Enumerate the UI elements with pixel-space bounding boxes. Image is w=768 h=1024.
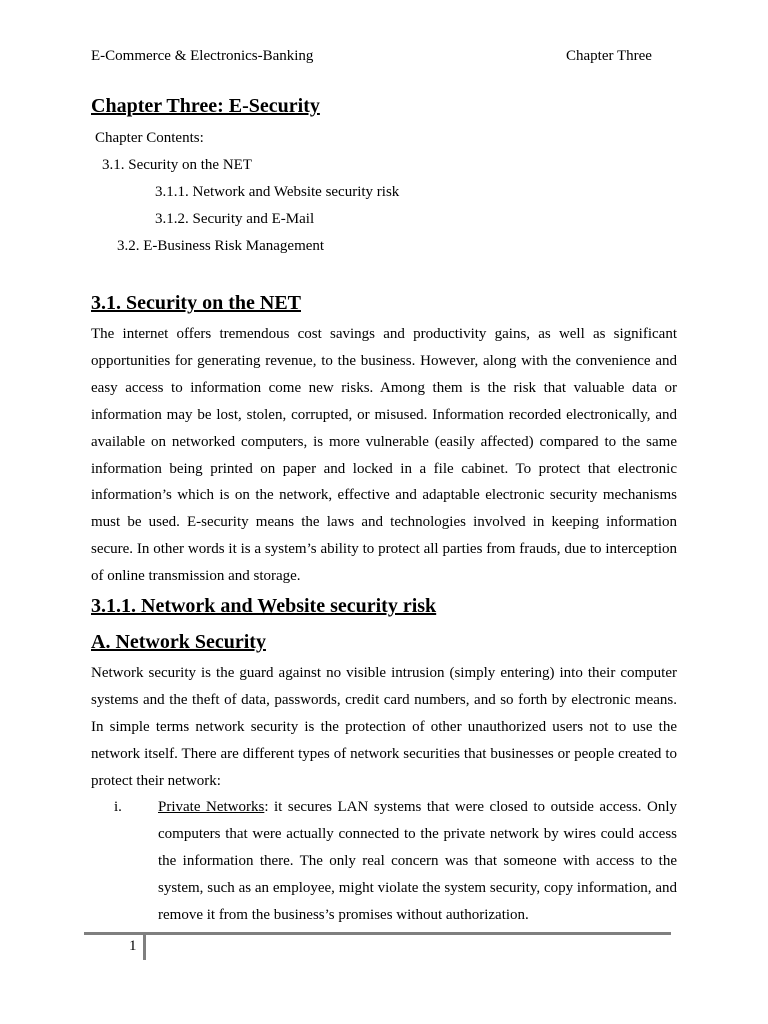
toc-item: 3.1. Security on the NET bbox=[102, 157, 252, 173]
body-paragraph: Network security is the guard against no visible intrusion (simply entering) into their computer systems and the theft of data, passwords, credit card numbers, and so forth by electronic means. In simple terms network security is the protection of other unauthorized users not to use the network itself. There are different types of network securities that businesses or people created to protect their network: bbox=[91, 665, 677, 789]
footer-rule bbox=[84, 932, 671, 935]
subsection-heading: A. Network Security bbox=[91, 631, 266, 653]
section-heading: 3.1. Security on the NET bbox=[91, 292, 301, 314]
list-item-title: Private Networks bbox=[158, 799, 265, 815]
chapter-title: Chapter Three: E-Security bbox=[91, 95, 320, 117]
subsection-heading: 3.1.1. Network and Website security risk bbox=[91, 595, 437, 617]
running-header-title: E-Commerce & Electronics-Banking bbox=[91, 48, 314, 64]
list-item-text: : it secures LAN systems that were closed to outside access. Only computers that were actually connected to the private network by wires could access the information there. The only real concern was that someone with access to the system, such as an employee, might violate the system security, copy information, and remove it from the business’s promises without authorization. bbox=[158, 799, 677, 923]
list-item-body bbox=[158, 794, 677, 929]
page-number: 1 bbox=[129, 938, 137, 954]
footer-divider bbox=[143, 935, 146, 960]
running-header-chapter: Chapter Three bbox=[566, 48, 652, 64]
toc-item: 3.1.1. Network and Website security risk bbox=[155, 184, 400, 200]
body-paragraph: The internet offers tremendous cost savings and productivity gains, as well as significant opportunities for generating revenue, to the business. However, along with the convenience and easy access to information come new risks. Among them is the risk that valuable data or information may be lost, stolen, corrupted, or misused. Information recorded electronically, and available on networked computers, is more vulnerable (easily affected) compared to the same information being printed on paper and locked in a file cabinet. To protect that electronic information’s which is on the network, effective and adaptable electronic security mechanisms must be used. E-security means the laws and technologies involved in keeping information secure. In other words it is a system’s ability to protect all parties from frauds, due to interception of online transmission and storage. bbox=[91, 326, 677, 585]
toc-item: 3.2. E-Business Risk Management bbox=[117, 238, 325, 254]
toc-item: 3.1.2. Security and E-Mail bbox=[155, 211, 315, 227]
toc-heading: Chapter Contents: bbox=[95, 130, 204, 146]
list-marker: i. bbox=[114, 799, 122, 815]
